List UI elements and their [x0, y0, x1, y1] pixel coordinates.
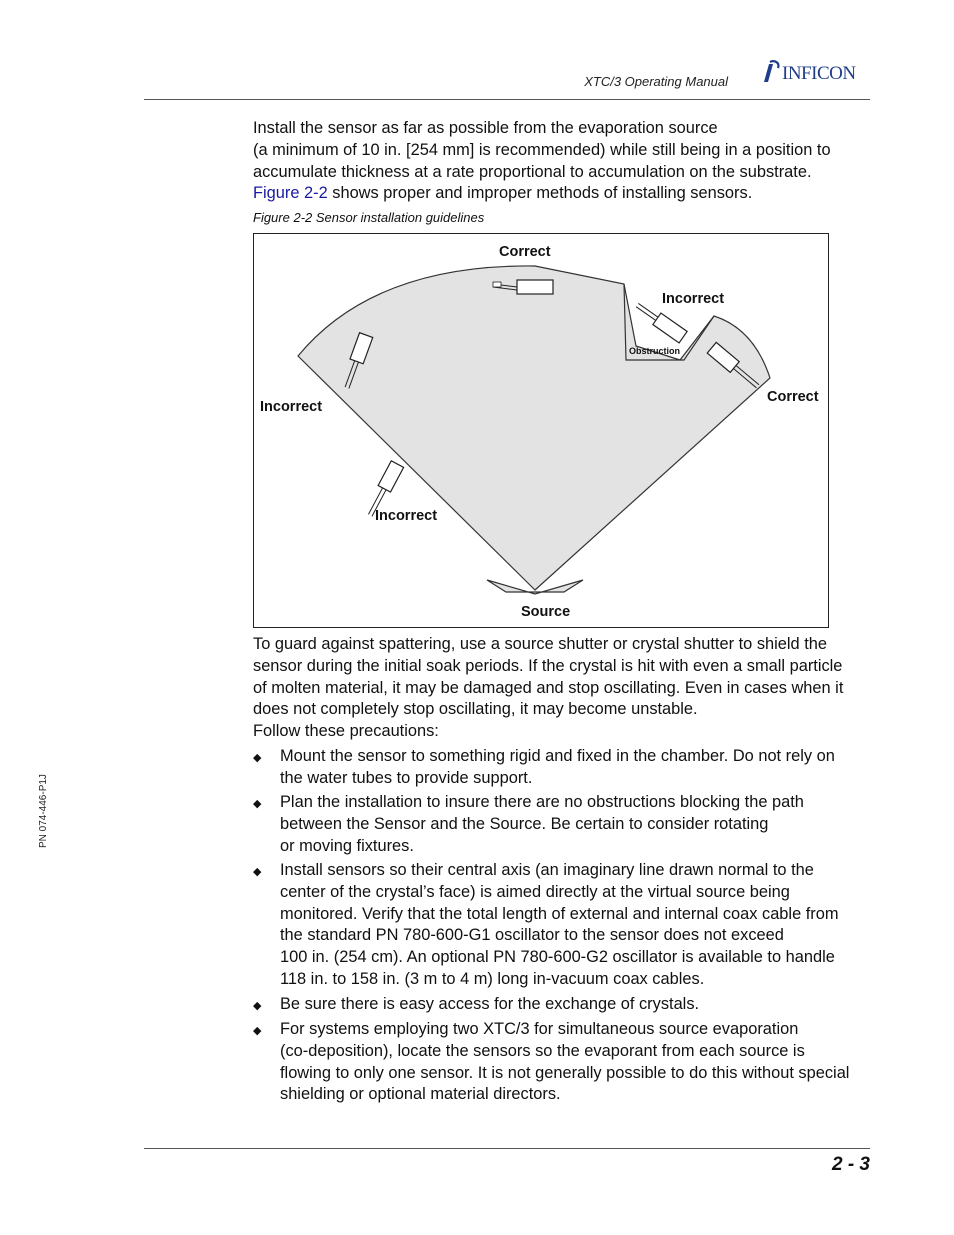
bullet-marker: ◆: [253, 798, 262, 810]
figure-drawing: [254, 234, 828, 627]
intro-line: Install the sensor as far as possible from the evaporation source: [253, 119, 718, 137]
spatter-line: does not completely stop oscillating, it may become unstable.: [253, 700, 698, 719]
bullet-item: [280, 1019, 875, 1106]
page-number: 2 - 3: [831, 1154, 870, 1175]
intro-line-rest: shows proper and improper methods of installing sensors.: [327, 184, 753, 203]
figure-caption: Figure 2-2 Sensor installation guidelines: [253, 210, 485, 225]
bullet-line: Be sure there is easy access for the exchange of crystals.: [280, 995, 700, 1013]
intro-line: [253, 183, 873, 205]
spatter-line: Follow these precautions:: [253, 722, 439, 741]
bullet-marker: ◆: [253, 866, 262, 878]
bullet-line: the standard PN 780-600-G1 oscillator to the sensor does not exceed: [280, 926, 784, 945]
evaporation-cone: [298, 266, 770, 590]
bullet-line: For systems employing two XTC/3 for simultaneous source evaporation: [280, 1020, 799, 1038]
label-right-correct: Correct: [767, 389, 819, 405]
bullet-marker: ◆: [253, 752, 262, 764]
bullet-line: 100 in. (254 cm). An optional PN 780-600-G2 oscillator is available to handle: [280, 948, 835, 967]
spatter-line: sensor during the initial soak periods. If the crystal is hit with even a small particle: [253, 656, 843, 675]
label-top-correct: Correct: [499, 244, 551, 260]
label-lower-incorrect: Incorrect: [375, 508, 438, 524]
bullet-line: Plan the installation to insure there are no obstructions blocking the path: [280, 793, 804, 811]
label-obstruction: Obstruction: [629, 346, 680, 356]
spatter-line: To guard against spattering, use a source shutter or crystal shutter to shield the: [253, 635, 827, 653]
bullet-line: flowing to only one sensor. It is not generally possible to do this without special: [280, 1063, 850, 1082]
label-left-incorrect: Incorrect: [260, 399, 323, 415]
header-rule: [144, 99, 870, 100]
bullet-line: or moving fixtures.: [280, 836, 414, 855]
bullet-line: the water tubes to provide support.: [280, 768, 533, 787]
bullet-marker: ◆: [253, 1000, 262, 1012]
bullet-line: (co-deposition), locate the sensors so the evaporant from each source is: [280, 1041, 805, 1060]
intro-paragraph: [253, 118, 873, 205]
bullet-line: monitored. Verify that the total length of external and internal coax cable from: [280, 904, 839, 923]
bullet-marker: ◆: [253, 1025, 262, 1037]
label-source: Source: [521, 604, 571, 620]
figure-link[interactable]: Figure 2-2: [253, 184, 328, 203]
footer-rule: [144, 1148, 870, 1149]
bullet-line: Mount the sensor to something rigid and fixed in the chamber. Do not rely on: [280, 747, 835, 765]
spatter-paragraph: [253, 634, 873, 743]
bullet-item: [280, 792, 875, 857]
sensor-installation-figure: [253, 233, 829, 628]
intro-line: accumulate thickness at a rate proportional to accumulation on the substrate.: [253, 162, 812, 181]
bullet-item: [280, 994, 875, 1016]
bullet-item: [280, 860, 875, 991]
bullet-line: 118 in. to 158 in. (3 m to 4 m) long in-vacuum coax cables.: [280, 969, 705, 988]
bullet-line: center of the crystal’s face) is aimed directly at the virtual source being: [280, 882, 790, 901]
spatter-line: of molten material, it may be damaged and stop oscillating. Even in cases when it: [253, 678, 844, 697]
logo-text: INFICON: [782, 63, 856, 84]
bullet-line: shielding or optional material directors.: [280, 1085, 561, 1104]
label-blocked-incorrect: Incorrect: [662, 291, 725, 307]
bullet-line: between the Sensor and the Source. Be certain to consider rotating: [280, 814, 769, 833]
part-number: PN 074-446-P1J: [38, 774, 49, 848]
inficon-logo: [760, 60, 874, 84]
intro-line: (a minimum of 10 in. [254 mm] is recommended) while still being in a position to: [253, 140, 831, 159]
bullet-item: [280, 746, 875, 790]
bullet-line: Install sensors so their central axis (an imaginary line drawn normal to the: [280, 861, 814, 879]
manual-title: XTC/3 Operating Manual: [584, 74, 728, 89]
